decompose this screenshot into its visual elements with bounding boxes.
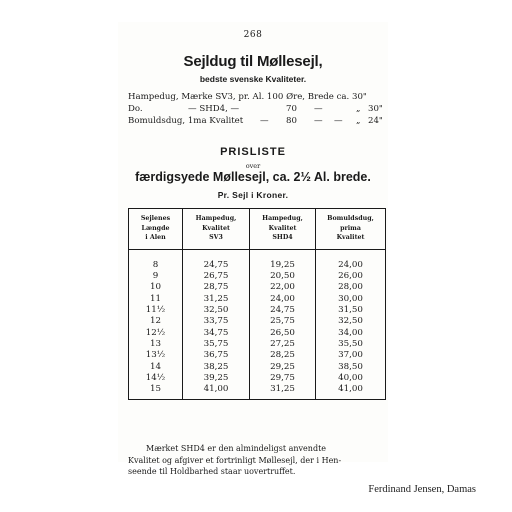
price-cell: 24,75	[183, 249, 250, 271]
price-list-heading: PRISLISTE	[220, 146, 286, 158]
header-text: i Alen	[145, 234, 166, 241]
price-cell: 27,25	[250, 339, 316, 350]
price-cell: 25,75	[250, 316, 316, 327]
table-header-row	[129, 209, 386, 250]
price-cell: 37,00	[316, 350, 386, 361]
length-cell: 8	[129, 249, 183, 271]
table-row	[129, 305, 386, 316]
spec-line-2-width: 30"	[368, 104, 383, 114]
length-cell: 11½	[129, 305, 183, 316]
spec-line-3-ditto: „	[356, 116, 361, 126]
length-cell: 13½	[129, 350, 183, 361]
length-cell: 9	[129, 271, 183, 282]
spec-line-2-price: 70	[286, 104, 297, 114]
price-cell: 26,75	[183, 271, 250, 282]
price-cell: 24,00	[316, 249, 386, 271]
price-cell: 39,25	[183, 373, 250, 384]
price-list-unit: Pr. Sejl i Kroner.	[217, 190, 289, 200]
price-cell: 20,50	[250, 271, 316, 282]
price-cell: 28,75	[183, 282, 250, 293]
length-cell: 10	[129, 282, 183, 293]
header-length	[129, 209, 183, 250]
spec-line-3-width: 24"	[368, 116, 383, 126]
table-body	[129, 249, 386, 399]
table-row	[129, 373, 386, 384]
header-cotton	[316, 209, 386, 250]
table-row	[129, 328, 386, 339]
price-cell: 29,75	[250, 373, 316, 384]
length-cell: 14	[129, 362, 183, 373]
price-cell: 31,50	[316, 305, 386, 316]
header-text: Kvalitet	[202, 224, 230, 232]
price-cell: 19,25	[250, 249, 316, 271]
page-number: 268	[243, 30, 263, 40]
spec-line-3-dash-3: —	[334, 116, 343, 126]
price-cell: 22,00	[250, 282, 316, 293]
price-cell: 36,75	[183, 350, 250, 361]
spec-line-3-price: 80	[286, 116, 297, 126]
length-cell: 13	[129, 339, 183, 350]
price-cell: 41,00	[316, 384, 386, 399]
table-row	[129, 282, 386, 293]
price-cell: 33,75	[183, 316, 250, 327]
footer-line: seende til Holdbarhed staar uovertruffet.	[128, 467, 296, 476]
price-cell: 26,50	[250, 328, 316, 339]
spec-line-3-dash-2: —	[314, 116, 323, 126]
price-list-subheading: færdigsyede Møllesejl, ca. 2½ Al. brede.	[135, 170, 371, 184]
header-text: Hampedug,	[195, 215, 237, 222]
footer-line: Mærket SHD4 er den almindeligst anvendte	[146, 444, 327, 453]
price-cell: 31,25	[250, 384, 316, 399]
price-cell: 41,00	[183, 384, 250, 399]
length-cell: 14½	[129, 373, 183, 384]
table-row	[129, 362, 386, 373]
header-text: SV3	[209, 234, 223, 241]
price-cell: 24,75	[250, 305, 316, 316]
header-text: Bomuldsdug,	[327, 215, 374, 222]
header-text: Sejlenes	[140, 215, 171, 222]
price-cell: 31,25	[183, 294, 250, 305]
price-cell: 24,00	[250, 294, 316, 305]
table-row	[129, 271, 386, 282]
spec-line-2-dash: —	[314, 104, 323, 114]
price-cell: 34,75	[183, 328, 250, 339]
footer-note	[128, 443, 388, 478]
price-cell: 28,25	[250, 350, 316, 361]
spec-line-3-name: Bomuldsdug, 1ma Kvalitet	[128, 116, 244, 126]
price-cell: 26,00	[316, 271, 386, 282]
price-cell: 34,00	[316, 328, 386, 339]
table-row	[129, 384, 386, 399]
header-text: Hampedug,	[262, 215, 303, 222]
spec-line-1-text: Hampedug, Mærke SV3, pr. Al. 100 Øre, Brede ca. 30"	[128, 92, 367, 102]
header-hemp-shd4	[250, 209, 316, 250]
table-row	[129, 294, 386, 305]
header-text: SHD4	[272, 234, 293, 241]
header-text: prima	[340, 224, 361, 232]
spec-line-2-name: Do.	[128, 104, 143, 114]
table-row	[129, 316, 386, 327]
price-table	[128, 208, 386, 400]
image-credit: Ferdinand Jensen, Damas	[368, 484, 476, 495]
price-cell: 32,50	[316, 316, 386, 327]
price-cell: 35,50	[316, 339, 386, 350]
table-row	[129, 350, 386, 361]
price-cell: 40,00	[316, 373, 386, 384]
length-cell: 12½	[129, 328, 183, 339]
page-title: Sejldug til Møllesejl,	[183, 53, 323, 70]
header-text: Længde	[141, 224, 170, 232]
price-cell: 38,25	[183, 362, 250, 373]
header-text: Kvalitet	[268, 224, 297, 232]
price-cell: 32,50	[183, 305, 250, 316]
table-row	[129, 339, 386, 350]
price-list-over: over	[245, 162, 261, 170]
spec-line-2-ditto: „	[356, 104, 361, 114]
price-cell: 35,75	[183, 339, 250, 350]
length-cell: 15	[129, 384, 183, 399]
footer-line: Kvalitet og afgiver et fortrinligt Møllesejl, der i Hen-	[128, 455, 342, 465]
page-subtitle: bedste svenske Kvaliteter.	[199, 74, 307, 84]
spec-line-2-mark: — SHD4, —	[188, 104, 240, 114]
price-cell: 29,25	[250, 362, 316, 373]
price-cell: 30,00	[316, 294, 386, 305]
catalog-page	[118, 22, 388, 476]
length-cell: 11	[129, 294, 183, 305]
price-cell: 38,50	[316, 362, 386, 373]
price-cell: 28,00	[316, 282, 386, 293]
header-hemp-sv3	[183, 209, 250, 250]
spec-line-3-dash: —	[260, 116, 269, 126]
header-text: Kvalitet	[336, 234, 365, 241]
table-row	[129, 249, 386, 271]
length-cell: 12	[129, 316, 183, 327]
